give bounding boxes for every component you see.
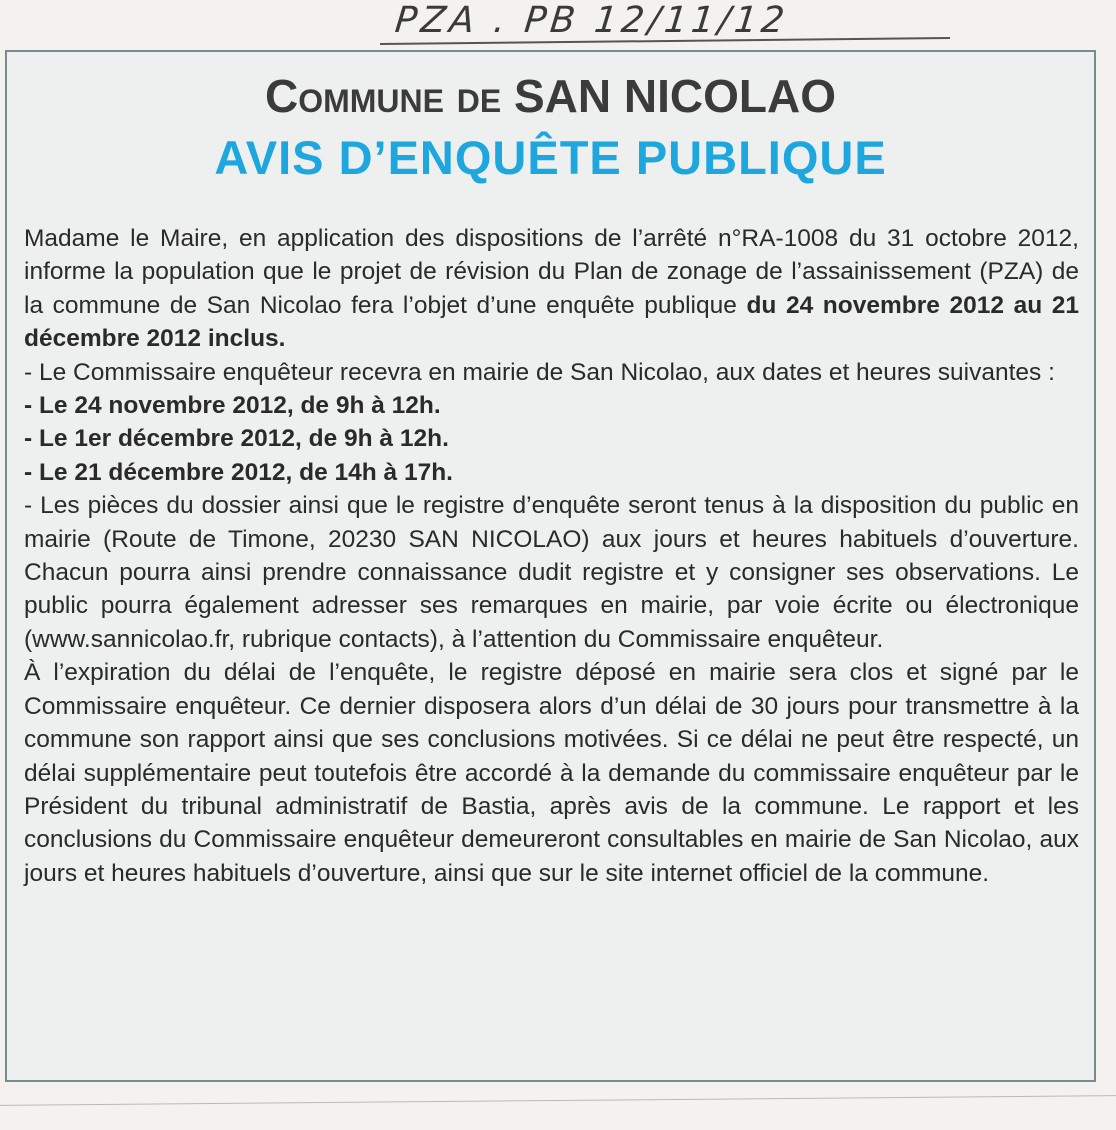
inquiry-period: du 24 novembre 2012 au 21 décembre 2012 inclus. <box>24 291 1080 353</box>
notice-title: AVIS D’ENQUÊTE PUBLIQUE <box>214 131 887 184</box>
closing-paragraph: À l’expiration du délai de l’enquête, le registre déposé en mairie sera clos et signé par le Commissaire enquêteur. Ce dernier disposera alors d’un délai de 30 jours pour transmettre à la commune son rapport ainsi que ses conclusions motivées. Si ce délai ne peut être respecté, un délai supplémentaire peut toutefois être accordé à la demande du commissaire enquêteur par le Président du tribunal administratif de Bastia, après avis de la commune. Le rapport et les conclusions du Commissaire enquêteur demeureront consultables en mairie de San Nicolao, aux jours et heures habituels d’ouverture, ainsi que sur le site internet officiel de la commune. <box>24 659 1079 887</box>
notice-body <box>24 222 1079 890</box>
scan-edge-line <box>0 1095 1116 1106</box>
date-item: - Le 1er décembre 2012, de 9h à 12h. <box>24 425 449 453</box>
public-notice-box <box>5 50 1096 1082</box>
dossier-paragraph: - Les pièces du dossier ainsi que le registre d’enquête seront tenus à la disposition du public en mairie (Route de Timone, 20230 SAN NICOLAO) aux jours et heures habituels d’ouverture. Chacun pourra ainsi prendre connaissance dudit registre et y consigner ses observations. Le public pourra également adresser ses remarques en mairie, par voie écrite ou électronique (www.sannicolao.fr, rubrique contacts), à l’attention du Commissaire enquêteur. <box>24 492 1079 653</box>
handwritten-annotation: PZA . PB 12/11/12 <box>393 0 791 41</box>
date-item: - Le 21 décembre 2012, de 14h à 17h. <box>24 458 453 486</box>
date-item: - Le 24 novembre 2012, de 9h à 12h. <box>24 392 441 420</box>
commune-title: Commune de SAN NICOLAO <box>265 70 836 122</box>
intro-paragraph <box>24 222 1079 356</box>
commissioner-paragraph: - Le Commissaire enquêteur recevra en mairie de San Nicolao, aux dates et heures suivantes : <box>24 358 1055 386</box>
intro-text: Madame le Maire, en application des dispositions de l’arrêté n°RA-1008 du 31 octobre 2012, informe la population que le projet de révision du Plan de zonage de l’assainissement (PZA) de la commune de San Nicolao fera l’objet d’une enquête publique <box>24 225 1079 319</box>
